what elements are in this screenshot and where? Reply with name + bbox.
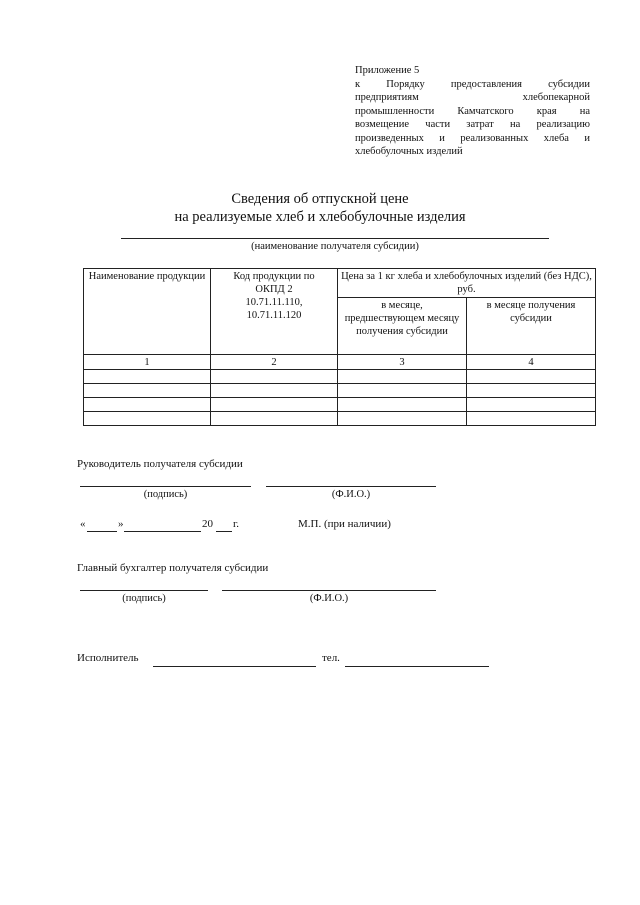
table-cell[interactable]	[338, 398, 467, 412]
header-price: Цена за 1 кг хлеба и хлебобулочных изделий (без НДС), руб.	[338, 269, 596, 298]
date-day-field[interactable]	[87, 531, 117, 532]
head-name-caption: (Ф.И.О.)	[331, 489, 371, 500]
appendix-line: к Порядку предоставления субсидии	[355, 78, 590, 90]
table-number-row	[84, 355, 596, 370]
table-cell[interactable]	[211, 370, 338, 384]
column-number: 4	[467, 355, 596, 370]
date-year-field[interactable]	[216, 531, 232, 532]
table-cell[interactable]	[84, 398, 211, 412]
table-cell[interactable]	[84, 412, 211, 426]
table-cell[interactable]	[211, 412, 338, 426]
table-cell[interactable]	[338, 412, 467, 426]
accountant-name-caption: (Ф.И.О.)	[309, 593, 349, 604]
table-row	[84, 370, 596, 384]
head-signature-caption: (подпись)	[143, 489, 188, 500]
appendix-line: хлебобулочных изделий	[355, 146, 463, 157]
header-price-prev-month: в месяце, предшествующем месяцу получения субсидии	[338, 298, 467, 355]
table-header-row	[84, 269, 596, 298]
head-label: Руководитель получателя субсидии	[77, 458, 243, 470]
appendix-block	[355, 64, 590, 159]
phone-field[interactable]	[345, 666, 489, 667]
date-year-prefix: 20	[202, 518, 213, 530]
date-quote-open: «	[80, 518, 86, 530]
table-cell[interactable]	[84, 384, 211, 398]
head-name-line[interactable]	[266, 486, 436, 487]
table-cell[interactable]	[338, 384, 467, 398]
table-cell[interactable]	[467, 370, 596, 384]
table-cell[interactable]	[211, 384, 338, 398]
header-code-line: ОКПД 2	[255, 284, 293, 295]
price-table	[83, 268, 596, 426]
table-cell[interactable]	[338, 370, 467, 384]
phone-label: тел.	[322, 652, 340, 664]
table-cell[interactable]	[467, 412, 596, 426]
executor-name-field[interactable]	[153, 666, 316, 667]
table-row	[84, 412, 596, 426]
table-cell[interactable]	[84, 370, 211, 384]
table-row	[84, 398, 596, 412]
accountant-signature-line[interactable]	[80, 590, 208, 591]
title-line-1: Сведения об отпускной цене	[231, 191, 409, 207]
date-year-suffix: г.	[233, 518, 240, 530]
date-month-field[interactable]	[124, 531, 201, 532]
header-price-current-month: в месяце получения субсидии	[467, 298, 596, 355]
appendix-line: возмещение части затрат на реализацию	[355, 119, 590, 130]
accountant-signature-caption: (подпись)	[122, 593, 166, 604]
stamp-label: М.П. (при наличии)	[298, 518, 391, 530]
accountant-label: Главный бухгалтер получателя субсидии	[77, 562, 269, 574]
table-cell[interactable]	[467, 398, 596, 412]
date-quote-close: »	[118, 518, 124, 530]
title-line-2: на реализуемые хлеб и хлебобулочные изделия	[174, 209, 466, 225]
appendix-line: предприятиям хлебопекарной	[355, 92, 590, 103]
executor-label: Исполнитель	[77, 652, 139, 664]
column-number: 2	[211, 355, 338, 370]
accountant-name-line[interactable]	[222, 590, 436, 591]
header-code-line: 10.71.11.110,	[245, 297, 303, 308]
table-cell[interactable]	[211, 398, 338, 412]
appendix-line: произведенных и реализованных хлеба и	[355, 132, 590, 144]
header-product-name: Наименование продукции	[84, 269, 211, 355]
header-code-line: Код продукции по	[233, 271, 315, 282]
head-signature-line[interactable]	[80, 486, 251, 487]
recipient-name-line	[121, 238, 549, 239]
table-cell[interactable]	[467, 384, 596, 398]
appendix-number: Приложение 5	[355, 65, 420, 76]
column-number: 1	[84, 355, 211, 370]
appendix-line: промышленности Камчатского края на	[355, 105, 590, 117]
column-number: 3	[338, 355, 467, 370]
table-row	[84, 384, 596, 398]
header-code-line: 10.71.11.120	[246, 310, 302, 321]
document-title	[0, 190, 640, 226]
header-product-code	[211, 269, 338, 355]
recipient-caption: (наименование получателя субсидии)	[251, 241, 419, 252]
